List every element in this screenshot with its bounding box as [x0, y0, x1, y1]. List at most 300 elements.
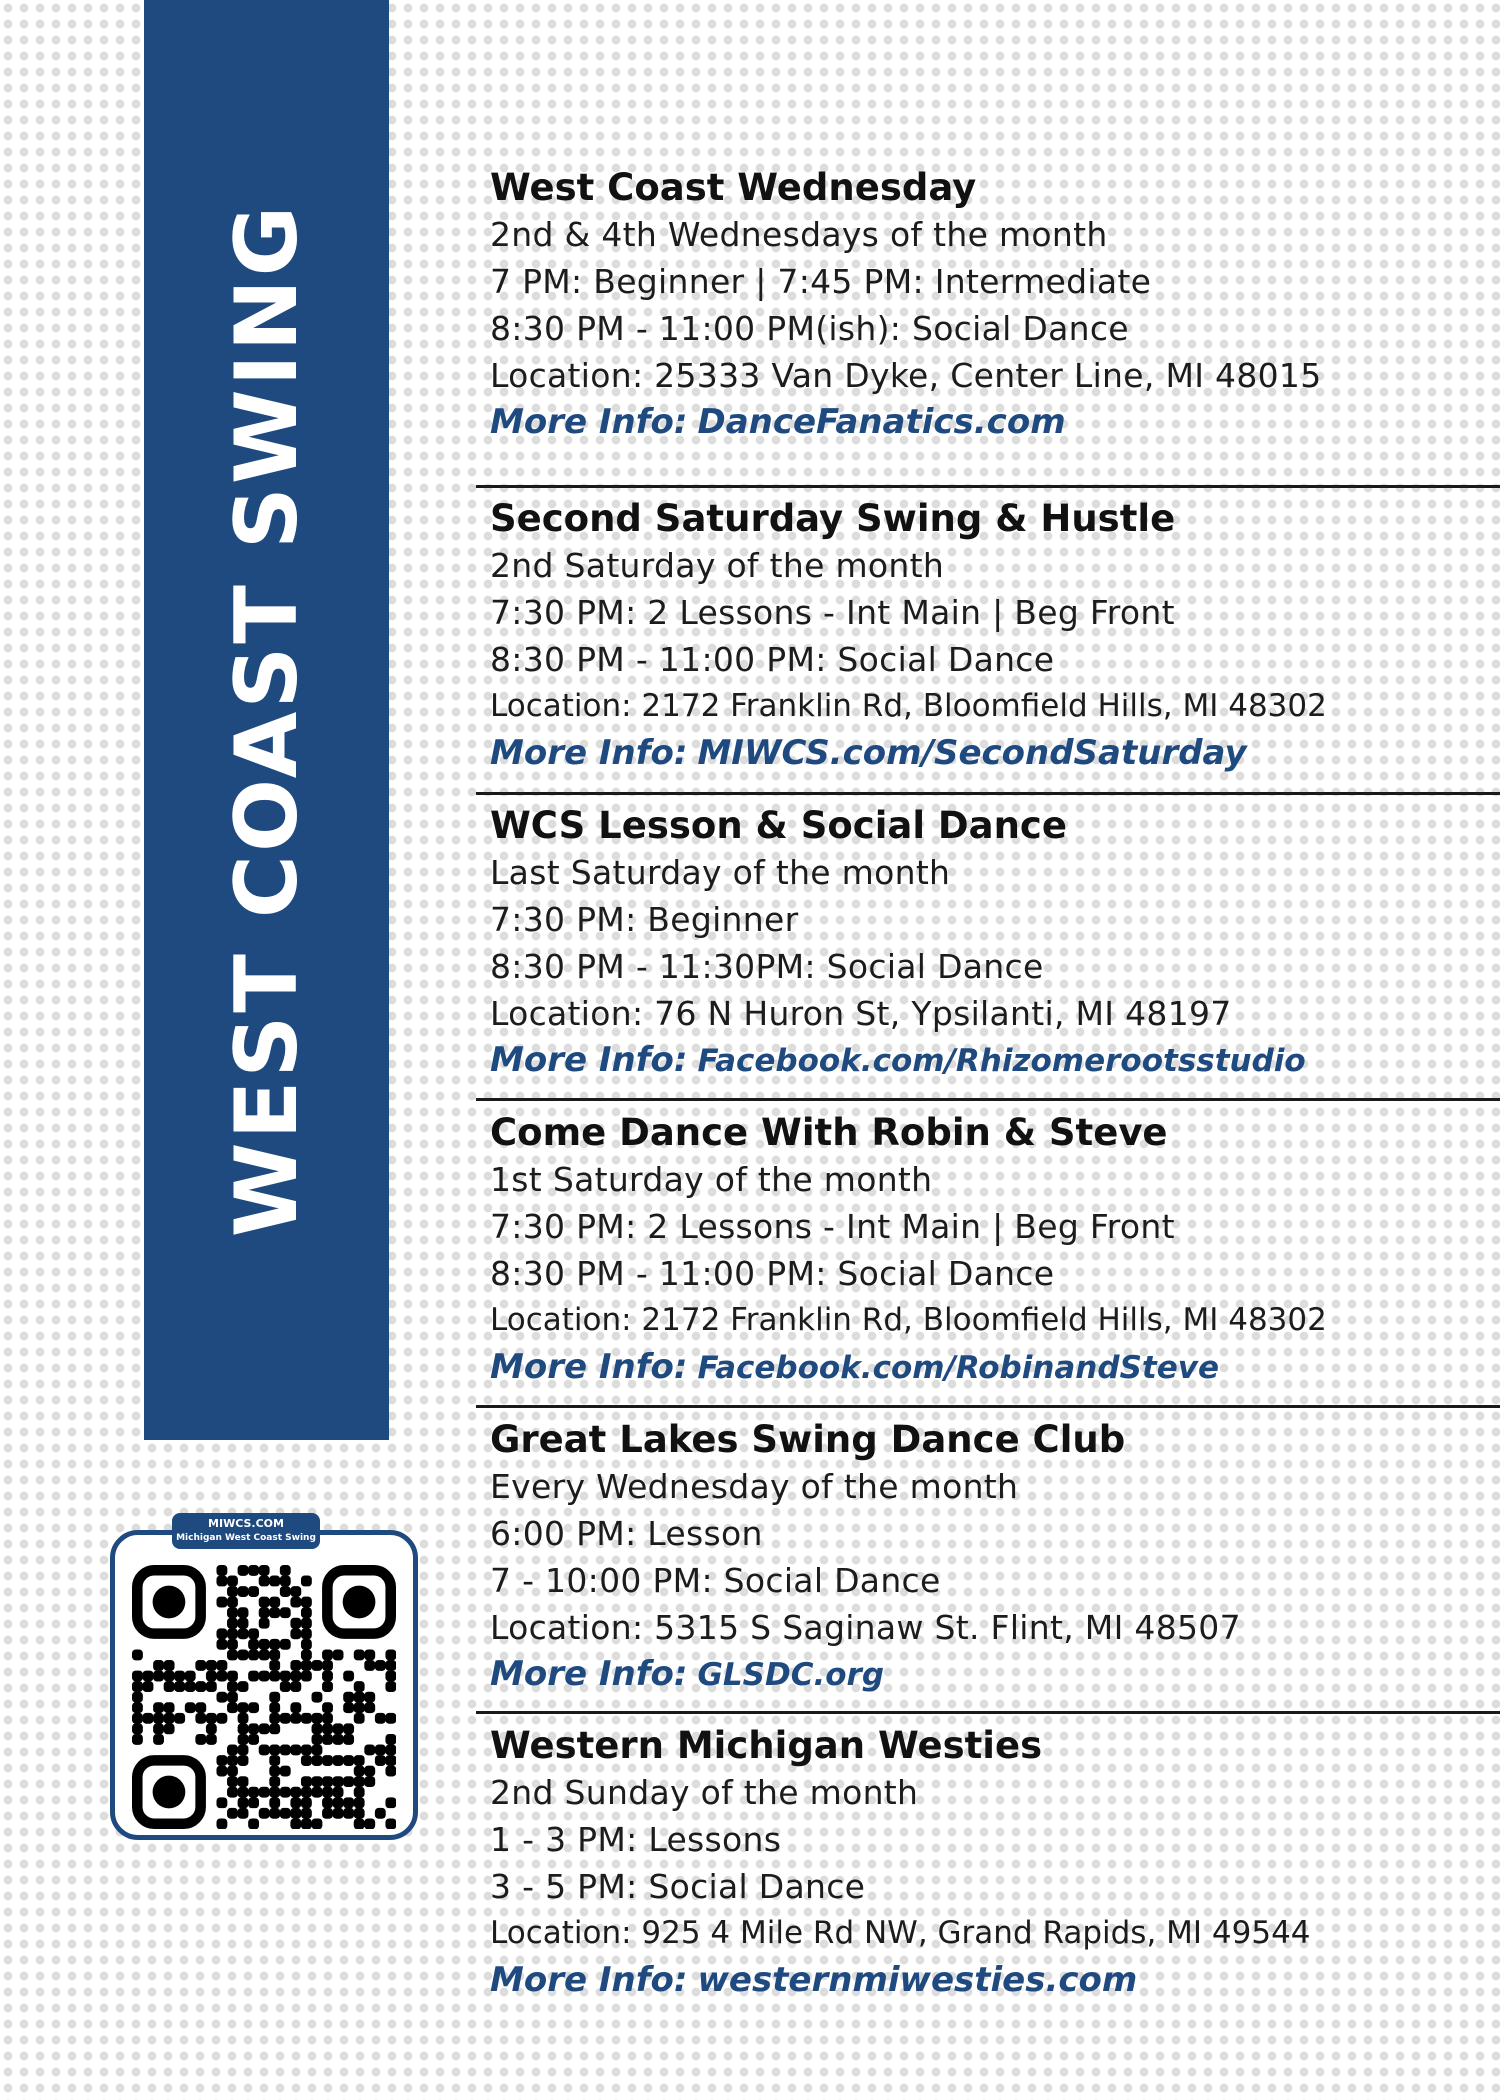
qr-module	[280, 1576, 291, 1587]
qr-module	[333, 1734, 344, 1745]
event-schedule: 2nd & 4th Wednesdays of the month	[490, 215, 1108, 254]
qr-module	[301, 1808, 312, 1819]
qr-module	[238, 1565, 249, 1576]
qr-module	[227, 1618, 238, 1629]
qr-module	[343, 1808, 354, 1819]
qr-module	[312, 1776, 323, 1787]
event-lessons: 7:30 PM: Beginner	[490, 900, 799, 939]
event-second-saturday	[476, 496, 1500, 776]
event-divider	[476, 485, 1500, 488]
qr-module	[216, 1797, 227, 1808]
qr-module	[227, 1597, 238, 1608]
qr-module	[322, 1787, 333, 1798]
event-lessons: 1 - 3 PM: Lessons	[490, 1820, 782, 1859]
qr-module	[259, 1649, 270, 1660]
qr-module	[322, 1776, 333, 1787]
qr-module	[280, 1639, 291, 1650]
qr-module	[269, 1660, 280, 1671]
qr-module	[290, 1797, 301, 1808]
qr-module	[216, 1660, 227, 1671]
more-info-link[interactable]: Facebook.com/Rhizomerootsstudio	[697, 1043, 1306, 1079]
qr-module	[248, 1797, 259, 1808]
qr-module	[280, 1787, 291, 1798]
qr-module	[269, 1755, 280, 1766]
qr-module	[364, 1766, 375, 1777]
qr-module	[259, 1576, 270, 1587]
qr-module	[343, 1723, 354, 1734]
event-more-info	[490, 399, 1500, 445]
qr-module	[153, 1702, 164, 1713]
qr-module	[227, 1692, 238, 1703]
qr-module	[343, 1702, 354, 1713]
qr-module	[153, 1713, 164, 1724]
qr-module	[238, 1649, 249, 1660]
qr-module	[238, 1787, 249, 1798]
event-title: Second Saturday Swing & Hustle	[490, 497, 1176, 540]
qr-module	[322, 1671, 333, 1682]
qr-module	[248, 1723, 259, 1734]
qr-finder-dot	[153, 1586, 186, 1619]
event-schedule: Last Saturday of the month	[490, 853, 951, 892]
event-schedule: 1st Saturday of the month	[490, 1160, 933, 1199]
qr-module	[269, 1808, 280, 1819]
more-info-label: More Info:	[490, 1960, 688, 2000]
qr-module	[343, 1797, 354, 1808]
qr-module	[280, 1671, 291, 1682]
qr-module	[385, 1797, 396, 1808]
qr-module	[385, 1649, 396, 1660]
qr-module	[153, 1734, 164, 1745]
qr-module	[174, 1713, 185, 1724]
qr-module	[269, 1671, 280, 1682]
qr-module	[153, 1723, 164, 1734]
event-title: Western Michigan Westies	[490, 1724, 1043, 1767]
qr-module	[164, 1671, 175, 1682]
qr-module	[290, 1597, 301, 1608]
qr-module	[132, 1734, 143, 1745]
qr-module	[301, 1797, 312, 1808]
event-more-info	[490, 1037, 1500, 1084]
qr-module	[143, 1671, 154, 1682]
qr-module	[312, 1734, 323, 1745]
event-title: Come Dance With Robin & Steve	[490, 1111, 1168, 1154]
qr-module	[195, 1702, 206, 1713]
event-location: Location: 925 4 Mile Rd NW, Grand Rapids, MI 49544	[490, 1915, 1311, 1951]
qr-module	[301, 1755, 312, 1766]
qr-module	[269, 1607, 280, 1618]
qr-module	[354, 1766, 365, 1777]
qr-module	[227, 1681, 238, 1692]
qr-module	[216, 1565, 227, 1576]
qr-module	[238, 1745, 249, 1756]
qr-module	[385, 1713, 396, 1724]
event-robin-steve	[476, 1110, 1500, 1391]
event-schedule: 2nd Sunday of the month	[490, 1773, 919, 1812]
qr-module	[354, 1692, 365, 1703]
qr-module	[312, 1692, 323, 1703]
qr-module	[238, 1681, 249, 1692]
qr-module	[153, 1660, 164, 1671]
qr-module	[269, 1639, 280, 1650]
qr-module	[227, 1586, 238, 1597]
qr-module	[364, 1649, 375, 1660]
qr-module	[269, 1723, 280, 1734]
event-location: Location: 76 N Huron St, Ypsilanti, MI 48197	[490, 994, 1232, 1033]
qr-module	[216, 1639, 227, 1650]
qr-module	[238, 1618, 249, 1629]
qr-module	[227, 1787, 238, 1798]
event-location: Location: 25333 Van Dyke, Center Line, MI 48015	[490, 356, 1322, 395]
qr-module	[132, 1723, 143, 1734]
qr-module	[227, 1766, 238, 1777]
qr-module	[216, 1818, 227, 1829]
qr-module	[216, 1766, 227, 1777]
qr-module	[364, 1660, 375, 1671]
event-social: 8:30 PM - 11:00 PM: Social Dance	[490, 640, 1055, 679]
event-social: 8:30 PM - 11:30PM: Social Dance	[490, 947, 1044, 986]
more-info-link[interactable]: GLSDC.org	[697, 1657, 885, 1693]
qr-module	[238, 1723, 249, 1734]
qr-module	[301, 1649, 312, 1660]
qr-module	[322, 1660, 333, 1671]
qr-module	[290, 1713, 301, 1724]
qr-module	[290, 1787, 301, 1798]
event-divider	[476, 1098, 1500, 1101]
qr-finder-dot	[343, 1586, 376, 1619]
qr-module	[248, 1628, 259, 1639]
qr-module	[290, 1702, 301, 1713]
qr-module	[248, 1639, 259, 1650]
qr-module	[290, 1745, 301, 1756]
qr-module	[238, 1628, 249, 1639]
qr-module	[227, 1776, 238, 1787]
qr-module	[312, 1755, 323, 1766]
qr-module	[322, 1797, 333, 1808]
qr-module	[132, 1702, 143, 1713]
qr-module	[259, 1723, 270, 1734]
qr-module	[269, 1797, 280, 1808]
event-western-michigan	[476, 1723, 1500, 2003]
event-schedule: 2nd Saturday of the month	[490, 546, 945, 585]
qr-module	[375, 1660, 386, 1671]
qr-module	[206, 1660, 217, 1671]
qr-module	[333, 1755, 344, 1766]
qr-module	[259, 1787, 270, 1798]
event-wcs-lesson-social	[476, 803, 1500, 1084]
qr-module	[354, 1755, 365, 1766]
qr-module	[238, 1755, 249, 1766]
event-social: 8:30 PM - 11:00 PM(ish): Social Dance	[490, 309, 1129, 348]
event-lessons: 7 PM: Beginner | 7:45 PM: Intermediate	[490, 262, 1152, 301]
event-social: 3 - 5 PM: Social Dance	[490, 1867, 866, 1906]
qr-module	[227, 1808, 238, 1819]
qr-module	[312, 1787, 323, 1798]
qr-module	[301, 1787, 312, 1798]
qr-module	[333, 1808, 344, 1819]
qr-module	[238, 1808, 249, 1819]
banner-title: WEST COAST SWING	[217, 202, 317, 1238]
qr-module	[280, 1607, 291, 1618]
qr-module	[333, 1723, 344, 1734]
qr-module	[238, 1586, 249, 1597]
qr-module	[227, 1639, 238, 1650]
more-info-label: More Info:	[490, 1347, 688, 1387]
qr-module	[216, 1576, 227, 1587]
qr-module	[248, 1787, 259, 1798]
qr-module	[343, 1755, 354, 1766]
qr-module	[354, 1776, 365, 1787]
qr-module	[227, 1755, 238, 1766]
qr-module	[259, 1808, 270, 1819]
qr-module	[385, 1755, 396, 1766]
qr-module	[248, 1586, 259, 1597]
qr-module	[195, 1681, 206, 1692]
qr-module	[312, 1713, 323, 1724]
qr-module	[322, 1734, 333, 1745]
qr-module	[290, 1818, 301, 1829]
qr-module	[132, 1671, 143, 1682]
qr-module	[164, 1702, 175, 1713]
qr-module	[322, 1723, 333, 1734]
qr-module	[301, 1713, 312, 1724]
qr-module	[269, 1787, 280, 1798]
qr-module	[227, 1607, 238, 1618]
more-info-label: More Info:	[490, 1040, 688, 1080]
qr-module	[312, 1660, 323, 1671]
qr-module	[290, 1586, 301, 1597]
qr-module	[301, 1776, 312, 1787]
qr-module	[354, 1713, 365, 1724]
qr-module	[333, 1797, 344, 1808]
event-location: Location: 2172 Franklin Rd, Bloomfield Hills, MI 48302	[490, 688, 1327, 724]
qr-module	[227, 1576, 238, 1587]
qr-module	[354, 1808, 365, 1819]
qr-module	[206, 1723, 217, 1734]
qr-module	[354, 1797, 365, 1808]
qr-module	[290, 1618, 301, 1629]
qr-module	[301, 1628, 312, 1639]
qr-module	[248, 1671, 259, 1682]
event-divider	[476, 1405, 1500, 1408]
event-divider	[476, 1711, 1500, 1714]
qr-module	[322, 1649, 333, 1660]
qr-module	[385, 1818, 396, 1829]
event-list	[476, 0, 1500, 2100]
qr-module	[269, 1597, 280, 1608]
qr-module	[312, 1818, 323, 1829]
qr-module	[195, 1660, 206, 1671]
qr-module	[375, 1808, 386, 1819]
qr-module	[248, 1818, 259, 1829]
qr-module	[248, 1649, 259, 1660]
qr-module	[216, 1597, 227, 1608]
qr-module	[364, 1776, 375, 1787]
event-more-info	[490, 730, 1500, 776]
qr-module	[354, 1818, 365, 1829]
qr-module	[269, 1713, 280, 1724]
qr-module	[227, 1628, 238, 1639]
event-more-info	[490, 1957, 1500, 2003]
qr-module	[343, 1671, 354, 1682]
qr-module	[375, 1745, 386, 1756]
qr-module	[238, 1702, 249, 1713]
qr-module	[312, 1723, 323, 1734]
qr-module	[280, 1713, 291, 1724]
qr-module	[333, 1776, 344, 1787]
event-more-info	[490, 1651, 1500, 1698]
qr-module	[269, 1649, 280, 1660]
qr-module	[322, 1808, 333, 1819]
qr-module	[385, 1745, 396, 1756]
qr-module	[132, 1692, 143, 1703]
qr-module	[280, 1745, 291, 1756]
event-location: Location: 2172 Franklin Rd, Bloomfield Hills, MI 48302	[490, 1302, 1327, 1338]
qr-module	[216, 1628, 227, 1639]
qr-module	[132, 1681, 143, 1692]
qr-module	[259, 1565, 270, 1576]
qr-module	[290, 1628, 301, 1639]
qr-module	[195, 1713, 206, 1724]
qr-module	[280, 1681, 291, 1692]
qr-module	[216, 1671, 227, 1682]
qr-module	[269, 1776, 280, 1787]
qr-module	[375, 1755, 386, 1766]
qr-module	[333, 1649, 344, 1660]
qr-module	[269, 1766, 280, 1777]
qr-module	[227, 1745, 238, 1756]
qr-module	[269, 1745, 280, 1756]
qr-module	[290, 1660, 301, 1671]
qr-module	[238, 1734, 249, 1745]
qr-module	[364, 1745, 375, 1756]
qr-module	[364, 1818, 375, 1829]
event-lessons: 7:30 PM: 2 Lessons - Int Main | Beg Front	[490, 1207, 1175, 1246]
qr-module	[248, 1565, 259, 1576]
qr-module	[185, 1702, 196, 1713]
event-more-info	[490, 1344, 1500, 1391]
more-info-link[interactable]: westernmiwesties.com	[697, 1960, 1138, 2000]
qr-module	[238, 1713, 249, 1724]
qr-module	[164, 1681, 175, 1692]
event-lessons: 7:30 PM: 2 Lessons - Int Main | Beg Front	[490, 593, 1175, 632]
qr-module	[343, 1692, 354, 1703]
qr-module	[259, 1671, 270, 1682]
more-info-label: More Info:	[490, 733, 688, 773]
qr-module	[290, 1681, 301, 1692]
event-title: West Coast Wednesday	[490, 166, 977, 209]
qr-module	[301, 1597, 312, 1608]
qr-module	[238, 1797, 249, 1808]
qr-module	[269, 1576, 280, 1587]
qr-module	[301, 1618, 312, 1629]
event-divider	[476, 792, 1500, 795]
qr-module	[301, 1607, 312, 1618]
qr-module	[280, 1586, 291, 1597]
qr-module	[354, 1787, 365, 1798]
qr-module	[354, 1681, 365, 1692]
qr-module	[132, 1649, 143, 1660]
qr-module	[227, 1649, 238, 1660]
qr-code[interactable]	[132, 1565, 396, 1829]
qr-module	[164, 1723, 175, 1734]
more-info-label: More Info:	[490, 402, 688, 442]
event-schedule: Every Wednesday of the month	[490, 1467, 1019, 1506]
qr-module	[280, 1808, 291, 1819]
event-great-lakes	[476, 1417, 1500, 1698]
qr-module	[385, 1766, 396, 1777]
more-info-link[interactable]: Facebook.com/RobinandSteve	[697, 1350, 1219, 1386]
qr-label-tab	[172, 1513, 320, 1549]
qr-module	[301, 1576, 312, 1587]
qr-module	[248, 1734, 259, 1745]
qr-module	[216, 1692, 227, 1703]
qr-module	[164, 1660, 175, 1671]
qr-module	[164, 1713, 175, 1724]
qr-module	[206, 1713, 217, 1724]
qr-module	[290, 1808, 301, 1819]
event-west-coast-wednesday	[476, 165, 1500, 445]
qr-module	[143, 1681, 154, 1692]
qr-module	[343, 1776, 354, 1787]
qr-module	[301, 1745, 312, 1756]
qr-module	[322, 1713, 333, 1724]
qr-module	[269, 1702, 280, 1713]
qr-module	[132, 1713, 143, 1724]
qr-module	[375, 1713, 386, 1724]
qr-module	[354, 1649, 365, 1660]
more-info-link[interactable]: MIWCS.com/SecondSaturday	[697, 733, 1247, 773]
qr-module	[174, 1681, 185, 1692]
qr-module	[290, 1671, 301, 1682]
event-social: 7 - 10:00 PM: Social Dance	[490, 1561, 941, 1600]
qr-module	[227, 1671, 238, 1682]
qr-module	[248, 1702, 259, 1713]
qr-module	[153, 1671, 164, 1682]
qr-module	[238, 1607, 249, 1618]
event-location: Location: 5315 S Saginaw St. Flint, MI 48507	[490, 1608, 1241, 1647]
qr-module	[364, 1702, 375, 1713]
qr-module	[227, 1702, 238, 1713]
qr-module	[280, 1565, 291, 1576]
qr-module	[259, 1607, 270, 1618]
event-title: Great Lakes Swing Dance Club	[490, 1418, 1126, 1461]
qr-module	[238, 1776, 249, 1787]
qr-module	[259, 1618, 270, 1629]
qr-module	[354, 1702, 365, 1713]
event-title: WCS Lesson & Social Dance	[490, 804, 1067, 847]
qr-module	[174, 1671, 185, 1682]
qr-module	[259, 1597, 270, 1608]
qr-module	[385, 1734, 396, 1745]
qr-module	[385, 1671, 396, 1682]
qr-module	[259, 1639, 270, 1650]
qr-module	[185, 1681, 196, 1692]
qr-module	[259, 1745, 270, 1756]
qr-name-label: Michigan West Coast Swing	[176, 1533, 316, 1543]
qr-module	[322, 1681, 333, 1692]
qr-module	[206, 1671, 217, 1682]
qr-module	[216, 1755, 227, 1766]
qr-module	[301, 1818, 312, 1829]
qr-module	[322, 1702, 333, 1713]
qr-module	[301, 1660, 312, 1671]
qr-module	[333, 1787, 344, 1798]
qr-module	[364, 1692, 375, 1703]
more-info-link[interactable]: DanceFanatics.com	[697, 402, 1066, 442]
event-lessons: 6:00 PM: Lesson	[490, 1514, 763, 1553]
qr-module	[301, 1671, 312, 1682]
event-social: 8:30 PM - 11:00 PM: Social Dance	[490, 1254, 1055, 1293]
